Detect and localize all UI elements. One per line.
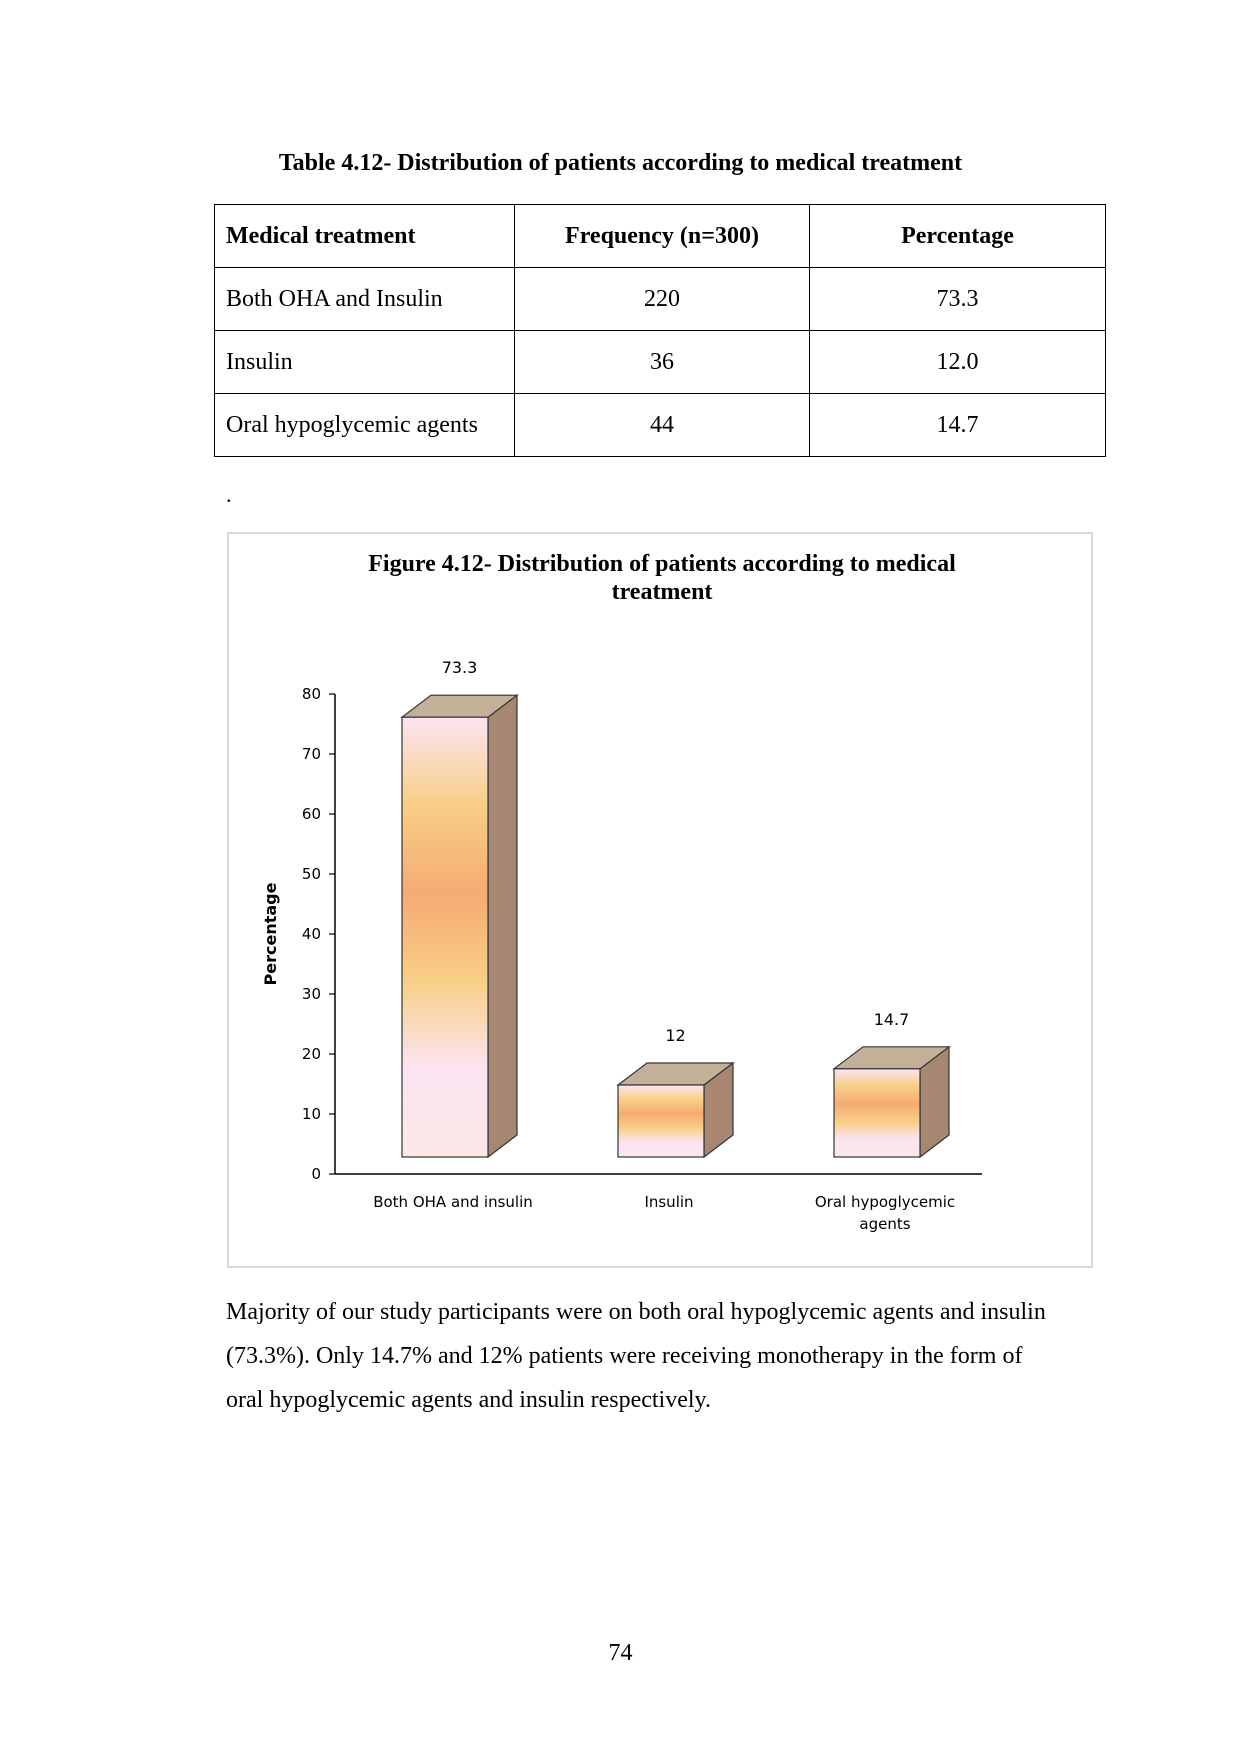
x-tick-label: Oral hypoglycemic — [814, 1193, 956, 1211]
cell-percentage: 12.0 — [810, 331, 1106, 394]
cell-treatment: Insulin — [215, 331, 515, 394]
y-tick-label: 80 — [301, 685, 321, 703]
y-tick-label: 20 — [301, 1045, 321, 1063]
x-tick-label: Both OHA and insulin — [373, 1193, 533, 1211]
header-medical-treatment: Medical treatment — [215, 205, 515, 268]
data-label: 14.7 — [873, 1009, 910, 1029]
body-paragraph — [226, 1290, 1106, 1422]
cell-percentage: 73.3 — [810, 268, 1106, 331]
y-tick-label: 40 — [301, 925, 321, 943]
figure-title-line2: treatment — [611, 579, 713, 605]
paragraph-line: oral hypoglycemic agents and insulin respectively. — [226, 1387, 711, 1413]
treatment-table — [214, 204, 1106, 457]
paragraph-line: (73.3%). Only 14.7% and 12% patients were receiving monotherapy in the form of — [226, 1343, 1023, 1369]
cell-frequency: 44 — [515, 394, 810, 457]
data-label: 73.3 — [441, 658, 478, 678]
y-tick-label: 60 — [301, 805, 321, 823]
cell-frequency: 220 — [515, 268, 810, 331]
data-label: 12 — [665, 1026, 686, 1045]
bar — [402, 717, 488, 1157]
table-row — [215, 394, 1106, 457]
table-header-row — [215, 205, 1106, 268]
y-tick-label: 50 — [301, 865, 321, 883]
cell-treatment: Oral hypoglycemic agents — [215, 394, 515, 457]
table-title: Table 4.12- Distribution of patients according to medical treatment — [278, 150, 963, 176]
x-tick-label: agents — [859, 1215, 911, 1233]
stray-period: . — [226, 482, 232, 507]
page-number: 74 — [608, 1640, 633, 1666]
cell-treatment: Both OHA and Insulin — [215, 268, 515, 331]
cell-percentage: 14.7 — [810, 394, 1106, 457]
x-tick-label: Insulin — [644, 1193, 694, 1211]
cell-frequency: 36 — [515, 331, 810, 394]
figure-panel — [227, 532, 1093, 1268]
y-tick-label: 70 — [301, 745, 321, 763]
figure-title-line1: Figure 4.12- Distribution of patients according to medical — [368, 551, 956, 577]
table-row — [215, 268, 1106, 331]
bar-side-face — [488, 695, 517, 1157]
y-tick-label: 30 — [301, 985, 321, 1003]
bar — [834, 1069, 920, 1157]
header-percentage: Percentage — [810, 205, 1106, 268]
y-axis-label: Percentage — [261, 882, 280, 986]
y-tick-label: 0 — [311, 1165, 321, 1183]
bar — [618, 1085, 704, 1157]
y-tick-label: 10 — [301, 1105, 321, 1123]
bar-chart — [229, 534, 1091, 1266]
header-frequency: Frequency (n=300) — [515, 205, 810, 268]
table-row — [215, 331, 1106, 394]
paragraph-line: Majority of our study participants were on both oral hypoglycemic agents and insulin — [226, 1299, 1046, 1325]
